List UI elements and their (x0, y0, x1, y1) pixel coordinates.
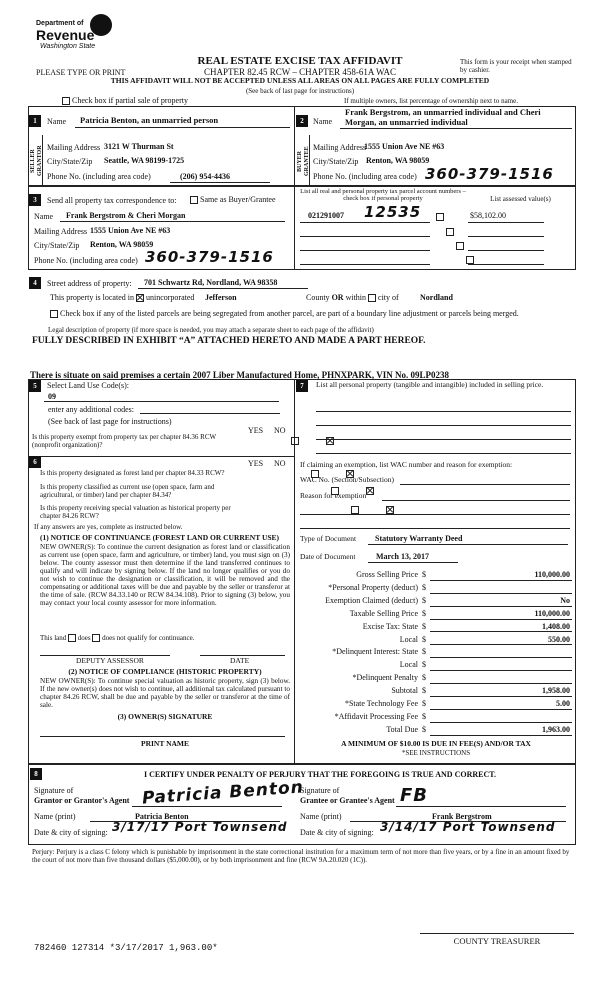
located-label: This property is located in (50, 293, 134, 302)
calc-row (300, 646, 572, 659)
city-checkbox[interactable] (368, 294, 376, 302)
s1-name-label: Name (47, 117, 67, 126)
segregated-label: Check box if any of the listed parcels are being segregated from another parcel, are part of a boundary line adjustment or parcels being merged. (60, 309, 519, 318)
parcel-list-header: List all real and personal property tax parcel account numbers – check box if personal property (300, 188, 466, 203)
unincorporated-label: unincorporated (145, 293, 195, 302)
section-6-marker: 6 (29, 456, 41, 468)
form-chapter: CHAPTER 82.45 RCW – CHAPTER 458-61A WAC (204, 67, 396, 77)
minimum-due: A MINIMUM OF $10.00 IS DUE IN FEE(S) AND/OR TAX (341, 739, 531, 748)
legal-label: Legal description of property (if more space is needed, you may attach a separate sheet to each page of the affidavit) (48, 326, 374, 334)
calc-value: 110,000.00 (534, 608, 570, 618)
date-label: DATE (230, 656, 250, 665)
grantor-name-label: Name (print) (34, 812, 76, 821)
personal-property-label: List all personal property (tangible and intangible) included in selling price. (316, 380, 544, 389)
s1-phone: (206) 954-4436 (180, 172, 230, 181)
street-label: Street address of property: (47, 279, 132, 288)
current-use-question: Is this property classified as current use (open space, farm and agricultural, or timber) land per chapter 84.34? (40, 483, 215, 500)
register-stamp: 782460 127314 *3/17/2017 1,963.00* (34, 943, 218, 953)
calc-row (300, 634, 572, 647)
s3-city-label: City/State/Zip (34, 241, 80, 250)
county-name: Jefferson (205, 293, 237, 302)
s2-name-line1: Frank Bergstrom, an unmarried individual and Cheri (345, 107, 541, 117)
s1-mail-label: Mailing Address (47, 143, 101, 152)
s1-mail: 3121 W Thurman St (104, 142, 174, 151)
calc-currency: $ (422, 686, 426, 696)
situate-line: There is situate on said premises a certain 2007 Liber Manufactured Home, PHNXPARK, VIN No. 09LP0238 (30, 370, 449, 380)
grantee-date-label: Date & city of signing: (300, 828, 374, 837)
calc-currency: $ (422, 724, 426, 734)
calc-row (300, 685, 572, 698)
calc-label: Subtotal (391, 686, 418, 696)
historic-yes-checkbox[interactable] (351, 506, 359, 514)
grantor-sig-label2: Grantor or Grantor's Agent (34, 796, 130, 805)
current-use-no-checkbox[interactable] (366, 487, 374, 495)
parcel-3-checkbox[interactable] (456, 242, 464, 250)
forest-question: Is this property designated as forest land per chapter 84.33 RCW? (40, 469, 225, 477)
s1-city-label: City/State/Zip (47, 157, 93, 166)
calc-currency: $ (422, 634, 426, 644)
within-word: within (345, 293, 367, 302)
s2-phone-label: Phone No. (including area code) (313, 172, 417, 181)
section-2-marker: 2 (296, 115, 308, 127)
calc-currency: $ (422, 660, 426, 670)
partial-sale-checkbox[interactable] (62, 97, 70, 105)
deputy-assessor-label: DEPUTY ASSESSOR (76, 656, 144, 665)
s3-same (190, 195, 276, 204)
notice1-body: NEW OWNER(S): To continue the current designation as forest land or classification as current use (open space, farm and agriculture, or timber) land, you must sign on (3) below. The county assessor must then determine if the land transferred continues to qualify and will indicate by signing below. If the land no longer qualifies or you do not wish to continue the designation or classification, it will be removed and the compensating or additional taxes will be due and payable by the seller or transferor at the time of sale. (RCW 84.33.140 or RCW 84.34.108). Prior to signing (3) below, you may contact your local county assessor for more information. (40, 543, 290, 608)
grantee-date-handwritten: 3/14/17 Port Townsend (380, 820, 556, 834)
logo (36, 14, 116, 54)
calc-label: *Delinquent Interest: State (332, 647, 418, 657)
s5-no: NO (274, 426, 286, 435)
s3-name-label: Name (34, 212, 54, 221)
perjury-note: Perjury: Perjury is a class C felony which is punishable by imprisonment in the state correctional institution for a maximum term of not more than five years, or by a fine in an amount fixed by the court of not more than five thousand dollars ($5,000.00), or by both imprisonment and fine (RCW 9A.20.020 (1C)). (32, 848, 570, 865)
s2-city-label: City/State/Zip (313, 157, 359, 166)
calc-row (300, 582, 572, 595)
partial-sale (62, 96, 188, 105)
calc-currency: $ (422, 608, 426, 618)
assessed-value: $58,102.00 (470, 211, 506, 220)
calc-row (300, 608, 572, 621)
grantee-name-label: Name (print) (300, 812, 342, 821)
calc-currency: $ (422, 699, 426, 708)
this-land-label: This land (40, 634, 67, 642)
calc-label: Excise Tax: State (362, 621, 418, 631)
please-type: PLEASE TYPE OR PRINT (36, 68, 126, 77)
s6-no: NO (274, 459, 286, 468)
doc-type-label: Type of Document (300, 534, 357, 543)
grantor-sig-label1: Signature of (34, 786, 74, 795)
partial-sale-label: Check box if partial sale of property (72, 96, 188, 105)
doc-date-label: Date of Document (300, 552, 356, 561)
calc-value: 1,958.00 (542, 686, 570, 696)
grantee-sig-label2: Grantee or Grantee's Agent (300, 796, 395, 805)
s2-phone-handwritten: 360-379-1516 (425, 165, 554, 183)
notice1-title: (1) NOTICE OF CONTINUANCE (FOREST LAND OR CURRENT USE) (40, 533, 280, 542)
calc-currency: $ (422, 673, 426, 683)
grantee-name: Frank Bergstrom (432, 812, 492, 821)
historic-question: Is this property receiving special valuation as historical property per chapter 84.26 RCW? (40, 504, 231, 521)
segregated-checkbox[interactable] (50, 310, 58, 318)
parcel-number: 021291007 (308, 211, 344, 220)
doc-date: March 13, 2017 (376, 552, 429, 561)
grantor-date-handwritten: 3/17/17 Port Townsend (112, 820, 288, 834)
s3-mail-label: Mailing Address (34, 227, 88, 236)
this-land-row (40, 634, 194, 642)
calc-label: Taxable Selling Price (349, 608, 418, 618)
s1-side-label: SELLER GRANTOR (30, 145, 43, 177)
county-label (306, 293, 399, 302)
calc-currency: $ (422, 582, 426, 592)
s2-name-label: Name (313, 117, 333, 126)
section-3-marker: 3 (29, 194, 41, 206)
calc-row (300, 595, 572, 608)
or-word: OR (331, 293, 344, 302)
same-as-buyer-label: Same as Buyer/Grantee (200, 195, 276, 204)
city-of-word: city of (378, 293, 399, 302)
grantee-sig-label1: Signature of (300, 786, 340, 795)
calc-label: Local (399, 660, 418, 670)
grantee-signature: FB (400, 785, 429, 806)
same-as-buyer-checkbox[interactable] (190, 196, 198, 204)
assessed-header: List assessed value(s) (490, 195, 551, 203)
doc-type: Statutory Warranty Deed (375, 534, 463, 543)
s3-city: Renton, WA 98059 (90, 240, 154, 249)
logo-line3: Washington State (40, 43, 96, 50)
calc-currency: $ (422, 570, 426, 579)
calc-label: Local (399, 634, 418, 644)
s1-name: Patricia Benton, an unmarried person (80, 115, 219, 125)
calc-value: 1,408.00 (542, 621, 570, 631)
section-4-marker: 4 (29, 277, 41, 289)
parcel-4-checkbox[interactable] (466, 256, 474, 264)
certify-line: I CERTIFY UNDER PENALTY OF PERJURY THAT THE FOREGOING IS TRUE AND CORRECT. (143, 770, 496, 779)
grantor-name: Patricia Benton (135, 812, 189, 821)
exhibit-line: FULLY DESCRIBED IN EXHIBIT “A” ATTACHED HERETO AND MADE A PART HEREOF. (32, 336, 426, 346)
form-warning: THIS AFFIDAVIT WILL NOT BE ACCEPTED UNLESS ALL AREAS ON ALL PAGES ARE FULLY COMPLETED (110, 76, 490, 85)
s5-see-back: (See back of last page for instructions) (48, 417, 172, 426)
calc-row (300, 698, 572, 711)
land-use-label: Select Land Use Code(s): (47, 381, 129, 390)
grantor-signature: Patricia Benton (141, 777, 305, 809)
calc-value: 550.00 (548, 634, 570, 644)
county-treasurer: COUNTY TREASURER (453, 936, 541, 946)
calc-label: Gross Selling Price (356, 570, 418, 579)
s2-mail-label: Mailing Address (313, 143, 367, 152)
receipt-note: This form is your receipt when stamped by cashier. (460, 58, 572, 75)
calc-value: 5.00 (556, 699, 570, 708)
calc-label: Total Due (386, 724, 418, 734)
grantor-date-label: Date & city of signing: (34, 828, 108, 837)
does-not-checkbox[interactable] (92, 634, 100, 642)
s6-yes: YES (248, 459, 264, 468)
county-word: County (306, 293, 330, 302)
s1-phone-label: Phone No. (including area code) (47, 172, 151, 181)
calc-row (300, 672, 572, 685)
section-7-marker: 7 (296, 380, 308, 392)
calc-row (300, 711, 572, 724)
exemption-label: If claiming an exemption, list WAC number and reason for exemption: (300, 460, 513, 469)
land-use-code: 09 (48, 392, 56, 401)
s2-mail: 1555 Union Ave NE #63 (364, 142, 445, 151)
s3-mail: 1555 Union Ave NE #63 (90, 226, 171, 235)
if-yes-note: If any answers are yes, complete as instructed below. (34, 523, 183, 531)
calc-value: 110,000.00 (534, 570, 570, 579)
logo-line1: Department of (36, 20, 84, 27)
section-5-marker: 5 (29, 380, 41, 392)
calc-label: *Affidavit Processing Fee (334, 711, 418, 721)
additional-codes-label: enter any additional codes: (48, 405, 134, 414)
s3-phone-label: Phone No. (including area code) (34, 256, 138, 265)
parcel-2-checkbox[interactable] (446, 228, 454, 236)
form-title: REAL ESTATE EXCISE TAX AFFIDAVIT (197, 55, 403, 67)
wac-label: WAC No. (Section/Subsection) (300, 475, 394, 484)
s1-city: Seattle, WA 98199-1725 (104, 156, 185, 165)
s2-name-line2: Morgan, an unmarried individual (345, 117, 468, 127)
exempt-yes-checkbox[interactable] (291, 437, 299, 445)
city-name: Nordland (420, 293, 453, 302)
calc-currency: $ (422, 621, 426, 631)
calc-label: *Personal Property (deduct) (328, 582, 418, 592)
calc-currency: $ (422, 711, 426, 721)
does-not-label: does not qualify for continuance. (102, 634, 195, 642)
reason-label: Reason for exemption (300, 491, 367, 500)
s3-send-label: Send all property tax correspondence to: (47, 196, 177, 205)
s2-side-label: BUYER GRANTEE (297, 146, 310, 176)
calc-label: *Delinquent Penalty (352, 673, 418, 683)
notice2-title: (2) NOTICE OF COMPLIANCE (HISTORIC PROPERTY) (68, 667, 262, 676)
unincorporated-checkbox[interactable] (136, 294, 144, 302)
owner-signature-label: (3) OWNER(S) SIGNATURE (117, 712, 213, 721)
street-address: 701 Schwartz Rd, Nordland, WA 98358 (144, 278, 278, 287)
s5-yes: YES (248, 426, 264, 435)
parcel-1-checkbox[interactable] (436, 213, 444, 221)
s3-phone-handwritten: 360-379-1516 (145, 248, 274, 266)
notice2-body: NEW OWNER(S): To continue special valuation as historic property, sign (3) below. If the new owner(s) does not wish to continue, all additional tax calculated pursuant to chapter 84.26 RCW, shall be due and payable by the seller or transferor at the time of sale. (40, 677, 290, 710)
s2-city: Renton, WA 98059 (366, 156, 430, 165)
does-label: does (77, 634, 91, 642)
does-checkbox[interactable] (68, 634, 76, 642)
calc-currency: $ (422, 595, 426, 605)
calc-row (300, 659, 572, 672)
logo-line2: Revenue (36, 27, 95, 43)
calc-row (300, 621, 572, 634)
see-instructions: *SEE INSTRUCTIONS (401, 749, 471, 757)
s3-name: Frank Bergstrom & Cheri Morgan (66, 211, 186, 220)
calc-currency: $ (422, 647, 426, 657)
calc-row (300, 569, 572, 582)
multi-owner-note: If multiple owners, list percentage of ownership next to name. (344, 97, 518, 105)
exempt-question: Is this property exempt from property tax per chapter 84.36 RCW (nonprofit organization)? (32, 433, 216, 450)
calc-label: Exemption Claimed (deduct) (325, 595, 418, 605)
segregated-row (50, 309, 519, 318)
calc-label: *State Technology Fee (344, 699, 418, 708)
section-1-marker: 1 (29, 115, 41, 127)
section-8-marker: 8 (30, 768, 42, 780)
calc-row (300, 724, 572, 737)
calc-value: No (560, 595, 570, 605)
print-name-label: PRINT NAME (141, 739, 189, 748)
form-see-back: (See back of last page for instructions) (245, 87, 355, 95)
historic-no-checkbox[interactable] (386, 506, 394, 514)
parcel-handwritten: 12535 (364, 203, 422, 221)
calc-value: 1,963.00 (542, 724, 570, 734)
